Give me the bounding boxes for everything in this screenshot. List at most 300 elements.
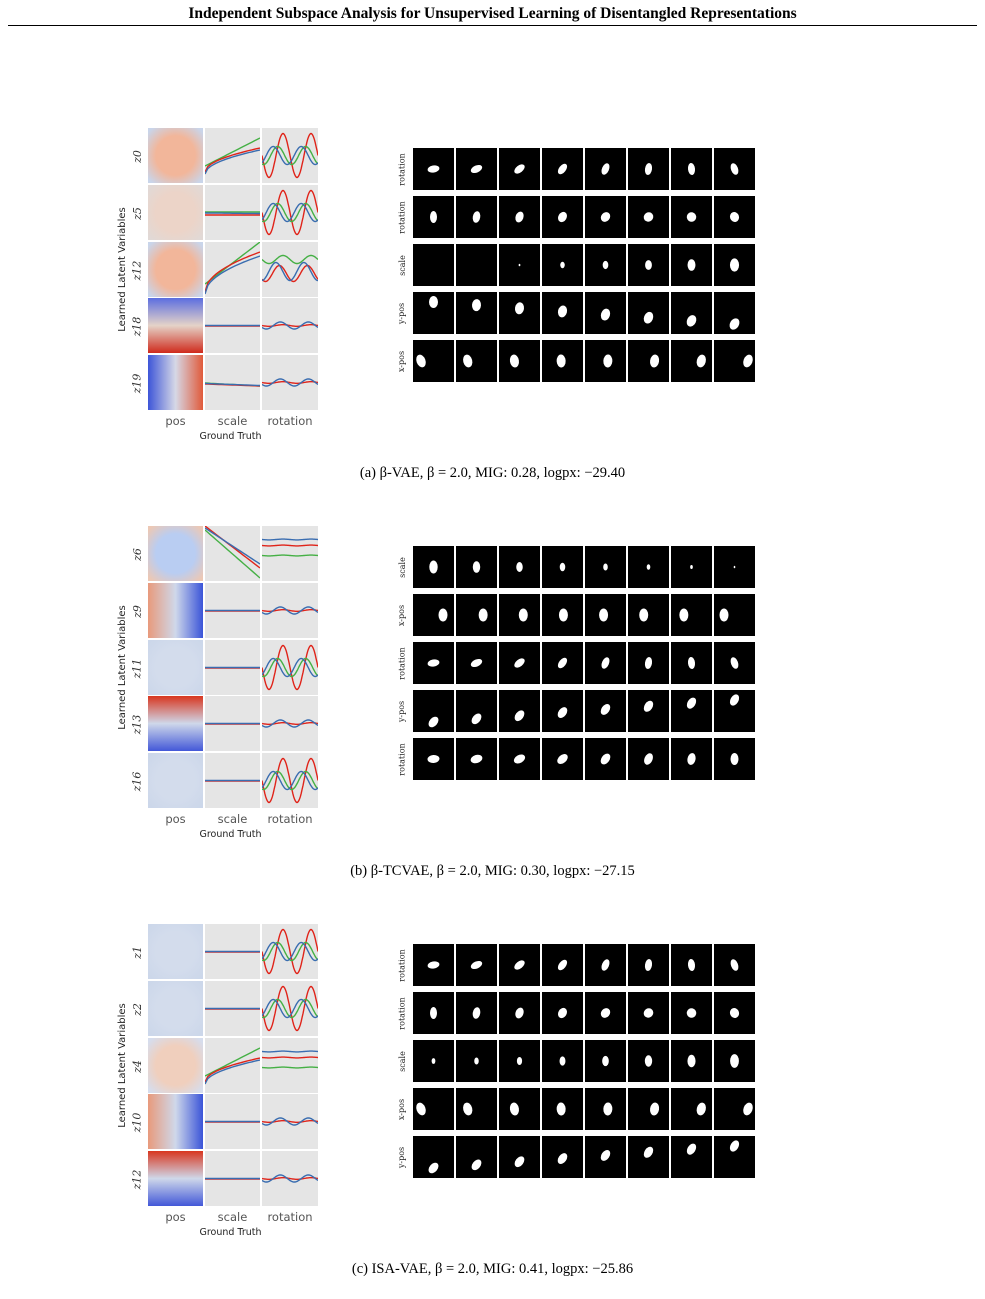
sprite-shape bbox=[628, 1136, 669, 1178]
sprite-shape bbox=[628, 292, 669, 334]
latent-cell-pos bbox=[148, 185, 203, 240]
running-header bbox=[0, 0, 985, 30]
latent-cell-scale bbox=[205, 640, 260, 695]
latent-label bbox=[128, 1094, 146, 1150]
sprite-shape bbox=[628, 690, 669, 732]
traversal-row bbox=[395, 340, 757, 382]
latent-cell-rot bbox=[262, 1094, 318, 1149]
traversal-factor-label bbox=[395, 196, 409, 238]
latent-plot-rot bbox=[262, 981, 318, 1036]
sprite-shape bbox=[456, 1088, 497, 1130]
sprite-shape bbox=[456, 340, 497, 382]
latent-plot-pos bbox=[148, 753, 203, 808]
traversal-frame bbox=[628, 1088, 669, 1130]
latent-cell-scale bbox=[205, 753, 260, 808]
traversal-frame bbox=[413, 1088, 454, 1130]
traversal-factor-text: x-pos bbox=[397, 1098, 407, 1120]
latent-cell-pos bbox=[148, 298, 203, 353]
latent-cell-rot bbox=[262, 298, 318, 353]
traversal-frame bbox=[413, 738, 454, 780]
sprite-shape bbox=[671, 244, 712, 286]
traversal-frame bbox=[542, 690, 583, 732]
latent-plot-rot bbox=[262, 1151, 318, 1206]
latent-label bbox=[128, 696, 146, 752]
traversal-frames bbox=[413, 148, 755, 190]
sprite-shape bbox=[456, 196, 497, 238]
traversal-frame bbox=[628, 292, 669, 334]
traversal-frame bbox=[714, 196, 755, 238]
traversal-frame bbox=[456, 992, 497, 1034]
traversal-frames bbox=[413, 594, 755, 636]
sprite-shape bbox=[585, 992, 626, 1034]
figure-caption: (b) β-TCVAE, β = 2.0, MIG: 0.30, logpx: −27.15 bbox=[350, 863, 635, 879]
latent-plot-scale bbox=[205, 1151, 260, 1206]
traversal-factor-label bbox=[395, 292, 409, 334]
sprite-shape bbox=[671, 992, 712, 1034]
latent-cell-pos bbox=[148, 583, 203, 638]
sprite-shape bbox=[628, 1040, 669, 1082]
figure-caption: (a) β-VAE, β = 2.0, MIG: 0.28, logpx: −29.40 bbox=[359, 465, 626, 481]
latent-label bbox=[128, 924, 146, 980]
traversal-frame bbox=[714, 944, 755, 986]
latent-plot-scale bbox=[205, 1038, 260, 1093]
traversal-frame bbox=[671, 944, 712, 986]
traversal-frame bbox=[499, 944, 540, 986]
sprite-shape bbox=[499, 1136, 540, 1178]
traversal-frames bbox=[413, 292, 755, 334]
sprite-shape bbox=[585, 196, 626, 238]
latent-plot-pos bbox=[148, 696, 203, 751]
latent-cell-rot bbox=[262, 583, 318, 638]
latent-plot-pos bbox=[148, 640, 203, 695]
sprite-shape bbox=[499, 292, 540, 334]
latent-label bbox=[128, 753, 146, 809]
traversal-frames bbox=[413, 340, 755, 382]
latent-label bbox=[128, 298, 146, 354]
traversal-factor-text: scale bbox=[397, 254, 407, 276]
latent-label bbox=[128, 1151, 146, 1207]
latent-cell-scale bbox=[205, 128, 260, 183]
latent-label-text: z19 bbox=[130, 373, 144, 393]
traversal-frame bbox=[499, 292, 540, 334]
traversal-frame bbox=[413, 944, 454, 986]
traversal-frame bbox=[542, 1088, 583, 1130]
traversal-frame bbox=[413, 340, 454, 382]
traversal-frame bbox=[499, 546, 540, 588]
traversal-factor-text: scale bbox=[397, 556, 407, 578]
sprite-shape bbox=[413, 594, 454, 636]
traversal-frame bbox=[585, 546, 626, 588]
latent-plot-scale bbox=[205, 128, 260, 183]
latent-plot-pos bbox=[148, 1094, 203, 1149]
traversal-row bbox=[395, 1136, 757, 1178]
traversal-frames bbox=[413, 1088, 755, 1130]
latent-label-text: z6 bbox=[130, 547, 144, 561]
traversal-frame bbox=[714, 292, 755, 334]
latent-grid bbox=[148, 924, 318, 1206]
latent-cell-scale bbox=[205, 981, 260, 1036]
latent-plot-pos bbox=[148, 583, 203, 638]
traversal-frame bbox=[542, 340, 583, 382]
traversal-frame bbox=[714, 642, 755, 684]
sprite-shape bbox=[413, 1088, 454, 1130]
latent-plot-rot bbox=[262, 583, 318, 638]
traversal-frames bbox=[413, 738, 755, 780]
traversal-factor-label bbox=[395, 738, 409, 780]
latent-cell-scale bbox=[205, 696, 260, 751]
traversal-frame bbox=[499, 642, 540, 684]
x-tick-label: scale bbox=[217, 414, 248, 428]
latent-cell-rot bbox=[262, 981, 318, 1036]
sprite-shape bbox=[714, 1088, 755, 1130]
sprite-shape bbox=[456, 944, 497, 986]
traversal-frame bbox=[714, 690, 755, 732]
sprite-shape bbox=[585, 340, 626, 382]
sprite-shape bbox=[499, 1088, 540, 1130]
y-axis-label-text: Learned Latent Variables bbox=[116, 604, 128, 730]
traversal-frame bbox=[585, 992, 626, 1034]
sprite-shape bbox=[542, 738, 583, 780]
traversal-factor-label bbox=[395, 1088, 409, 1130]
traversal-frame bbox=[628, 244, 669, 286]
traversal-frame bbox=[628, 196, 669, 238]
traversal-frame bbox=[714, 244, 755, 286]
traversal-factor-text: x-pos bbox=[397, 350, 407, 372]
latent-cell-scale bbox=[205, 355, 260, 410]
traversal-frame bbox=[413, 642, 454, 684]
sprite-shape bbox=[456, 690, 497, 732]
latent-plot-scale bbox=[205, 242, 260, 297]
traversal-frame bbox=[456, 1088, 497, 1130]
traversal-frame bbox=[671, 546, 712, 588]
sprite-shape bbox=[542, 148, 583, 190]
sprite-shape bbox=[671, 738, 712, 780]
latent-cell-rot bbox=[262, 242, 318, 297]
sprite-shape bbox=[456, 642, 497, 684]
traversal-frame bbox=[671, 594, 712, 636]
latent-cell-pos bbox=[148, 981, 203, 1036]
sprite-shape bbox=[413, 196, 454, 238]
sprite-shape bbox=[499, 594, 540, 636]
latent-label-text: z4 bbox=[130, 1059, 144, 1073]
latent-plot-rot bbox=[262, 640, 318, 695]
traversal-frame bbox=[413, 148, 454, 190]
traversal-grid bbox=[395, 546, 757, 784]
latent-plot-scale bbox=[205, 1094, 260, 1149]
sprite-shape bbox=[456, 546, 497, 588]
latent-plot-rot bbox=[262, 924, 318, 979]
latent-cell-pos bbox=[148, 924, 203, 979]
sprite-shape bbox=[413, 1040, 454, 1082]
latent-plot-pos bbox=[148, 924, 203, 979]
traversal-frame bbox=[456, 1040, 497, 1082]
traversal-frame bbox=[542, 148, 583, 190]
sprite-shape bbox=[585, 944, 626, 986]
traversal-frame bbox=[585, 196, 626, 238]
sprite-shape bbox=[671, 594, 712, 636]
traversal-frame bbox=[671, 292, 712, 334]
sprite-shape bbox=[714, 1040, 755, 1082]
sprite-shape bbox=[456, 1136, 497, 1178]
traversal-frame bbox=[671, 1136, 712, 1178]
traversal-frame bbox=[456, 944, 497, 986]
traversal-frame bbox=[542, 244, 583, 286]
latent-label-text: z1 bbox=[130, 945, 144, 959]
traversal-row bbox=[395, 196, 757, 238]
sprite-shape bbox=[413, 148, 454, 190]
traversal-frame bbox=[499, 1136, 540, 1178]
latent-cell-pos bbox=[148, 753, 203, 808]
traversal-row bbox=[395, 244, 757, 286]
traversal-factor-text: y-pos bbox=[397, 1146, 407, 1168]
traversal-frame bbox=[714, 738, 755, 780]
latent-label bbox=[128, 355, 146, 411]
latent-cell-scale bbox=[205, 924, 260, 979]
traversal-frame bbox=[671, 1040, 712, 1082]
traversal-factor-label bbox=[395, 340, 409, 382]
latent-plot-rot bbox=[262, 1094, 318, 1149]
latent-plot-rot bbox=[262, 753, 318, 808]
sprite-shape bbox=[542, 292, 583, 334]
latent-plot-pos bbox=[148, 242, 203, 297]
sprite-shape bbox=[585, 1040, 626, 1082]
x-axis-label: Ground Truth bbox=[199, 829, 262, 840]
traversal-frame bbox=[413, 1040, 454, 1082]
latent-plot-scale bbox=[205, 526, 260, 581]
traversal-frame bbox=[456, 148, 497, 190]
sprite-shape bbox=[413, 992, 454, 1034]
sprite-shape bbox=[499, 944, 540, 986]
latent-plot-pos bbox=[148, 185, 203, 240]
latent-plot-rot bbox=[262, 355, 318, 410]
traversal-frame bbox=[585, 340, 626, 382]
sprite-shape bbox=[413, 738, 454, 780]
traversal-frame bbox=[628, 690, 669, 732]
sprite-shape bbox=[413, 690, 454, 732]
traversal-frame bbox=[628, 642, 669, 684]
traversal-frame bbox=[499, 148, 540, 190]
traversal-factor-text: y-pos bbox=[397, 700, 407, 722]
latent-cell-scale bbox=[205, 1094, 260, 1149]
latent-plot-pos bbox=[148, 981, 203, 1036]
traversal-factor-text: rotation bbox=[397, 200, 407, 234]
sprite-shape bbox=[714, 944, 755, 986]
latent-plot-pos bbox=[148, 1038, 203, 1093]
latent-cell-scale bbox=[205, 583, 260, 638]
sprite-shape bbox=[671, 292, 712, 334]
traversal-frame bbox=[413, 690, 454, 732]
traversal-row bbox=[395, 148, 757, 190]
sprite-shape bbox=[671, 340, 712, 382]
traversal-frame bbox=[542, 642, 583, 684]
latent-label bbox=[128, 128, 146, 184]
latent-label bbox=[128, 640, 146, 696]
sprite-shape bbox=[542, 1088, 583, 1130]
sprite-shape bbox=[671, 690, 712, 732]
latent-cell-rot bbox=[262, 924, 318, 979]
latent-label bbox=[128, 981, 146, 1037]
sprite-shape bbox=[456, 992, 497, 1034]
traversal-row bbox=[395, 1088, 757, 1130]
sprite-shape bbox=[628, 738, 669, 780]
latent-plot-scale bbox=[205, 753, 260, 808]
sprite-shape bbox=[628, 1088, 669, 1130]
sprite-shape bbox=[585, 1136, 626, 1178]
traversal-frame bbox=[628, 148, 669, 190]
running-title: Independent Subspace Analysis for Unsupervised Learning of Disentangled Representations bbox=[188, 5, 797, 22]
sprite-shape bbox=[413, 944, 454, 986]
sprite-shape bbox=[542, 1136, 583, 1178]
sprite-shape bbox=[499, 546, 540, 588]
latent-label-text: z18 bbox=[130, 316, 144, 336]
traversal-frame bbox=[585, 738, 626, 780]
traversal-factor-label bbox=[395, 992, 409, 1034]
latent-label bbox=[128, 583, 146, 639]
sprite-shape bbox=[585, 642, 626, 684]
traversal-frame bbox=[585, 944, 626, 986]
figure-panel-2 bbox=[0, 526, 985, 901]
latent-label bbox=[128, 526, 146, 582]
sprite-shape bbox=[542, 1040, 583, 1082]
sprite-shape bbox=[628, 642, 669, 684]
latent-plot-scale bbox=[205, 696, 260, 751]
sprite-shape bbox=[714, 546, 755, 588]
traversal-factor-text: scale bbox=[397, 1050, 407, 1072]
traversal-factor-label bbox=[395, 1040, 409, 1082]
latent-cell-rot bbox=[262, 526, 318, 581]
y-axis-label-text: Learned Latent Variables bbox=[116, 206, 128, 332]
latent-label bbox=[128, 242, 146, 298]
traversal-frame bbox=[413, 196, 454, 238]
sprite-shape bbox=[413, 292, 454, 334]
x-axis-label: Ground Truth bbox=[199, 1227, 262, 1238]
sprite-shape bbox=[456, 148, 497, 190]
traversal-frame bbox=[542, 992, 583, 1034]
sprite-shape bbox=[628, 340, 669, 382]
traversal-frame bbox=[585, 594, 626, 636]
sprite-shape bbox=[413, 1136, 454, 1178]
traversal-frame bbox=[671, 992, 712, 1034]
latent-cell-rot bbox=[262, 1151, 318, 1206]
traversal-frame bbox=[499, 690, 540, 732]
figure-caption: (c) ISA-VAE, β = 2.0, MIG: 0.41, logpx: −25.86 bbox=[351, 1261, 634, 1277]
traversal-grid bbox=[395, 148, 757, 386]
traversal-frame bbox=[628, 738, 669, 780]
traversal-frame bbox=[714, 1136, 755, 1178]
sprite-shape bbox=[542, 340, 583, 382]
traversal-factor-label bbox=[395, 944, 409, 986]
latent-plot-rot bbox=[262, 185, 318, 240]
traversal-row bbox=[395, 594, 757, 636]
latent-cell-pos bbox=[148, 128, 203, 183]
latent-cell-pos bbox=[148, 1094, 203, 1149]
traversal-factor-label bbox=[395, 642, 409, 684]
latent-cell-scale bbox=[205, 185, 260, 240]
latent-label-text: z12 bbox=[130, 260, 144, 280]
traversal-factor-text: rotation bbox=[397, 646, 407, 680]
traversal-factor-text: rotation bbox=[397, 996, 407, 1030]
sprite-shape bbox=[671, 944, 712, 986]
latent-grid bbox=[148, 526, 318, 808]
latent-plot-scale bbox=[205, 924, 260, 979]
figure-panel-1 bbox=[0, 128, 985, 503]
traversal-frame bbox=[714, 148, 755, 190]
sprite-shape bbox=[499, 992, 540, 1034]
traversal-row bbox=[395, 546, 757, 588]
x-tick-label: rotation bbox=[267, 812, 313, 826]
traversal-row bbox=[395, 292, 757, 334]
traversal-frame bbox=[456, 546, 497, 588]
sprite-shape bbox=[413, 546, 454, 588]
traversal-frame bbox=[628, 594, 669, 636]
sprite-shape bbox=[456, 594, 497, 636]
sprite-shape bbox=[714, 738, 755, 780]
x-tick-label: pos bbox=[165, 414, 186, 428]
x-tick-label: pos bbox=[165, 1210, 186, 1224]
traversal-frame bbox=[585, 244, 626, 286]
traversal-frame bbox=[542, 292, 583, 334]
traversal-frame bbox=[585, 1040, 626, 1082]
latent-label-text: z11 bbox=[130, 658, 144, 678]
sprite-shape bbox=[499, 340, 540, 382]
traversal-factor-label bbox=[395, 594, 409, 636]
traversal-frame bbox=[542, 546, 583, 588]
traversal-row bbox=[395, 690, 757, 732]
traversal-frame bbox=[456, 738, 497, 780]
traversal-factor-label bbox=[395, 690, 409, 732]
traversal-frame bbox=[413, 594, 454, 636]
sprite-shape bbox=[671, 1136, 712, 1178]
traversal-frame bbox=[499, 594, 540, 636]
sprite-shape bbox=[628, 546, 669, 588]
sprite-shape bbox=[714, 690, 755, 732]
latent-plot-pos bbox=[148, 298, 203, 353]
traversal-frames bbox=[413, 690, 755, 732]
traversal-frames bbox=[413, 546, 755, 588]
traversal-frame bbox=[542, 944, 583, 986]
figure-panel-3 bbox=[0, 924, 985, 1299]
traversal-frames bbox=[413, 1136, 755, 1178]
latent-plot-rot bbox=[262, 242, 318, 297]
sprite-shape bbox=[542, 594, 583, 636]
latent-plot-scale bbox=[205, 583, 260, 638]
latent-cell-rot bbox=[262, 355, 318, 410]
sprite-shape bbox=[413, 244, 454, 286]
sprite-shape bbox=[499, 690, 540, 732]
traversal-frame bbox=[671, 340, 712, 382]
sprite-shape bbox=[628, 196, 669, 238]
latent-cell-scale bbox=[205, 242, 260, 297]
traversal-frame bbox=[499, 244, 540, 286]
latent-cell-pos bbox=[148, 355, 203, 410]
traversal-frame bbox=[628, 546, 669, 588]
sprite-shape bbox=[714, 1136, 755, 1178]
x-tick-label: rotation bbox=[267, 414, 313, 428]
sprite-shape bbox=[714, 992, 755, 1034]
sprite-shape bbox=[456, 738, 497, 780]
traversal-factor-text: rotation bbox=[397, 948, 407, 982]
latent-plot-rot bbox=[262, 696, 318, 751]
traversal-frame bbox=[413, 992, 454, 1034]
traversal-factor-label bbox=[395, 1136, 409, 1178]
traversal-frame bbox=[499, 1088, 540, 1130]
sprite-shape bbox=[499, 1040, 540, 1082]
latent-cell-pos bbox=[148, 1038, 203, 1093]
latent-plot-scale bbox=[205, 185, 260, 240]
sprite-shape bbox=[628, 594, 669, 636]
traversal-frame bbox=[671, 244, 712, 286]
sprite-shape bbox=[628, 944, 669, 986]
